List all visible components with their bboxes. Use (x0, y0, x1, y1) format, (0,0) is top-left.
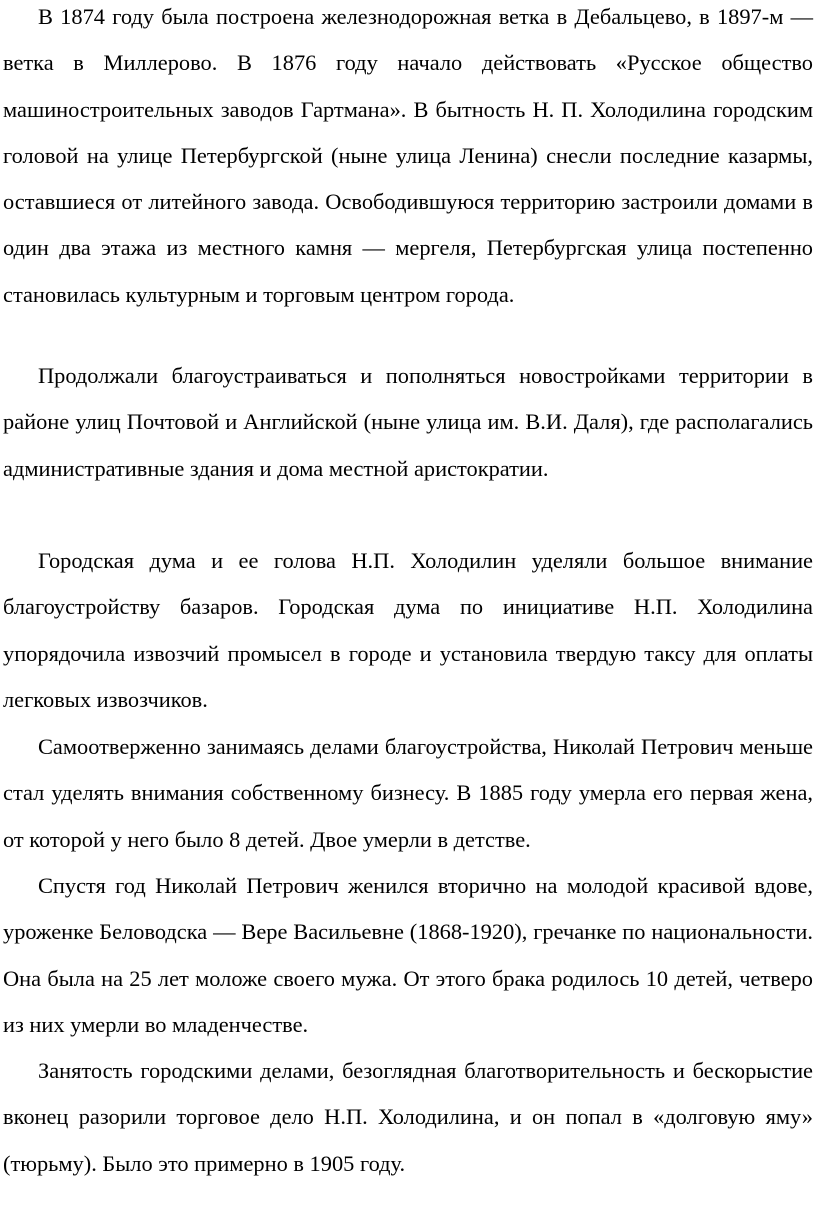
paragraph-2: Продолжали благоустраиваться и пополняться новостройками территории в районе улиц Почтовой и Английской (ныне улица им. В.И. Даля), где располагались административные здания и дома местной аристократии. (3, 363, 813, 481)
paragraph-5: Спустя год Николай Петрович женился вторично на молодой красивой вдове, уроженке Беловодска — Вере Васильевне (1868-1920), гречанке по национальности. Она была на 25 лет моложе своего мужа. От этого брака родилось 10 детей, четверо из них умерли во младенчестве. (3, 873, 813, 1037)
paragraph-6: Занятость городскими делами, безоглядная благотворительность и бескорыстие вконец разорили торговое дело Н.П. Холодилина, и он попал в «долговую яму» (тюрьму). Было это примерно в 1905 году. (3, 1058, 813, 1176)
paragraph-1: В 1874 году была построена железнодорожная ветка в Дебальцево, в 1897-м — ветка в Миллерово. В 1876 году начало действовать «Русское общество машиностроительных заводов Гартмана». В бытность Н. П. Холодилина городским головой на улице Петербургской (ныне улица Ленина) снесли последние казармы, оставшиеся от литейного завода. Освободившуюся территорию застроили домами в один два этажа из местного камня — мергеля, Петербургская улица постепенно становилась культурным и торговым центром города. (3, 4, 813, 307)
paragraph-4: Самоотверженно занимаясь делами благоустройства, Николай Петрович меньше стал уделять внимания собственному бизнесу. В 1885 году умерла его первая жена, от которой у него было 8 детей. Двое умерли в детстве. (3, 734, 813, 852)
paragraph-3: Городская дума и ее голова Н.П. Холодилин уделяли большое внимание благоустройству базаров. Городская дума по инициативе Н.П. Холодилина упорядочила извозчий промысел в городе и установила твердую таксу для оплаты легковых извозчиков. (3, 548, 813, 712)
